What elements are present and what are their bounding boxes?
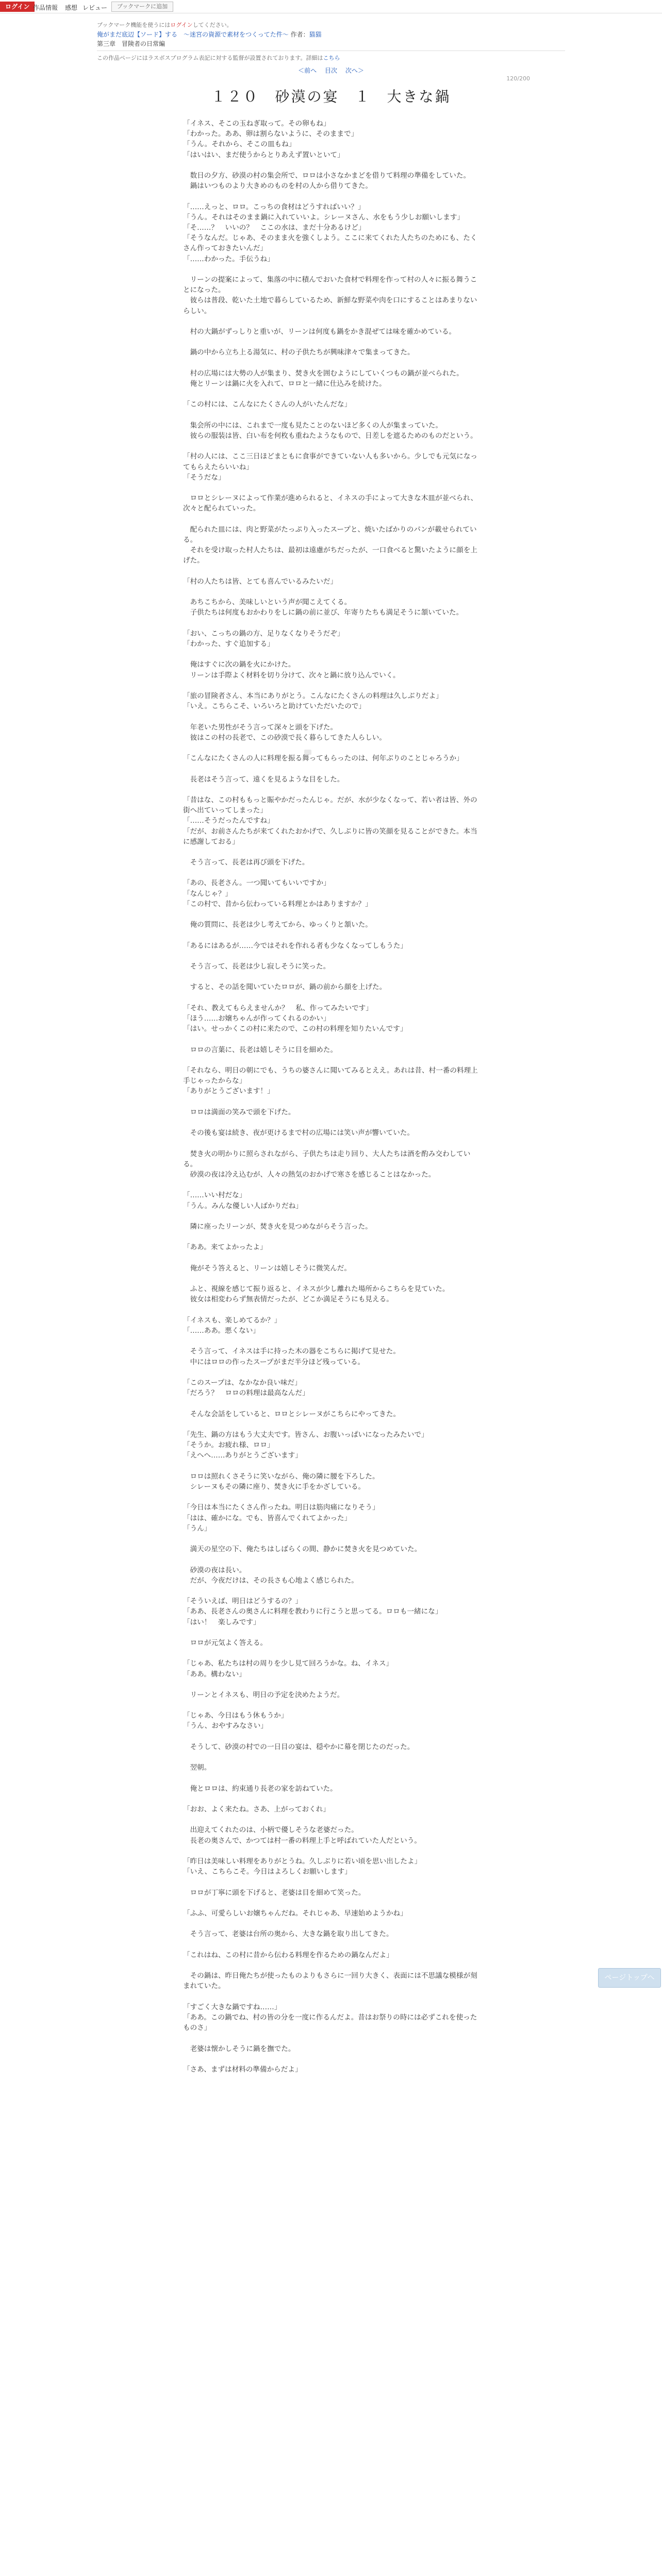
login-button[interactable]: ログイン	[0, 2, 35, 12]
novel-paragraph: 「……いい村だな」	[183, 1191, 246, 1200]
nav-link-work-info[interactable]: 作品情報	[33, 4, 58, 11]
notice-text: ブックマーク機能を使うには	[97, 22, 171, 28]
novel-paragraph: リーンは手際よく材料を切り分けて、次々と鍋に放り込んでいく。	[183, 671, 400, 680]
novel-paragraph: 配られた皿には、肉と野菜がたっぷり入ったスープと、焼いたばかりのパンが載せられている。	[183, 525, 477, 544]
novel-paragraph: 「うん、おやすみなさい」	[183, 1722, 268, 1731]
blank-line	[183, 618, 479, 629]
blank-line	[183, 1554, 479, 1565]
novel-paragraph: 数日の夕方、砂漠の村の集会所で、ロロは小さなかまどを借りて料理の準備をしていた。	[183, 172, 471, 180]
blank-line	[183, 1274, 479, 1284]
novel-paragraph: 「わかった。ああ、卵は割らないように、そのままで」	[183, 130, 358, 139]
blank-line	[183, 1336, 479, 1346]
novel-paragraph: 「すごく大きな鍋ですね……」	[183, 2003, 282, 2011]
blank-line	[183, 993, 479, 1003]
novel-paragraph: 「村の人には、ここ三日ほどまともに食事ができていない人も多いから。少しでも元気になってもらえたらいいね」	[183, 452, 477, 471]
novel-paragraph: それを受け取った村人たちは、最初は遠慮がちだったが、一口食べると驚いたように顔を上げた。	[183, 546, 477, 565]
novel-paragraph: 「ふふ、可愛らしいお嬢ちゃんだね。それじゃあ、早速始めようかね」	[183, 1909, 407, 1918]
novel-paragraph: そう言って、イネスは手に持った木の器をこちらに掲げて見せた。	[183, 1347, 400, 1356]
novel-paragraph: そう言って、老婆は台所の奥から、大きな鍋を取り出してきた。	[183, 1930, 393, 1939]
novel-paragraph: 「だが、お前さんたちが来てくれたおかげで、久しぶりに皆の笑顔を見ることができた。本当に感謝しておる」	[183, 827, 477, 846]
novel-paragraph: 「……そうだったんですね」	[183, 817, 274, 825]
blank-line	[183, 1773, 479, 1783]
author-link[interactable]: 猫猫	[309, 31, 322, 38]
novel-paragraph: 「この村には、こんなにたくさんの人がいたんだな」	[183, 400, 352, 409]
series-title-link[interactable]: 俺がまだ底辺【ソード】する ～迷宮の資源で素材をつくってた件～	[97, 31, 289, 38]
blank-line	[183, 1305, 479, 1315]
blank-line	[183, 1648, 479, 1658]
novel-paragraph: 「あるにはあるが……今ではそれを作れる者も少なくなってしもうた」	[183, 941, 407, 950]
content-note-text: この作品ページにはラスボスプログラム表記に対する監督が設置されております。詳細は	[97, 55, 323, 61]
novel-paragraph: 「ほう……お嬢ちゃんが作ってくれるのかい」	[183, 1014, 330, 1023]
top-nav	[0, 0, 662, 13]
blank-line	[183, 1461, 479, 1471]
novel-paragraph: 「はい。せっかくこの村に来たので、この村の料理を知りたいんです」	[183, 1025, 407, 1033]
blank-line	[183, 711, 479, 722]
blank-line	[183, 483, 479, 493]
novel-paragraph: そう言って、長老は再び頭を下げた。	[183, 858, 309, 867]
novel-paragraph: 長老の奥さんで、かつては村一番の料理上手と呼ばれていた人だという。	[183, 1836, 421, 1845]
novel-paragraph: シレーヌもその隣に座り、焚き火に手をかざしている。	[183, 1482, 366, 1491]
nav-link-impressions[interactable]: 感想	[65, 4, 78, 11]
blank-line	[183, 1398, 479, 1409]
blank-line	[183, 972, 479, 982]
chapter-title: １２０ 砂漠の宴 １ 大きな鍋	[211, 88, 451, 105]
blank-line	[183, 743, 479, 753]
novel-paragraph: ロロが元気よく答える。	[183, 1638, 268, 1647]
blank-line	[183, 1940, 479, 1950]
novel-paragraph: 彼女は相変わらず無表情だったが、どこか満足そうにも見える。	[183, 1295, 393, 1304]
blank-line	[183, 410, 479, 420]
blank-line	[183, 1419, 479, 1430]
blank-line	[183, 1680, 479, 1690]
novel-paragraph: 「こんなにたくさんの人に料理を振る舞ってもらったのは、何年ぶりのことじゃろうか」	[183, 754, 464, 763]
blank-line	[183, 191, 479, 201]
novel-paragraph: ロロの言葉に、長老は嬉しそうに目を細めた。	[183, 1045, 338, 1054]
blank-line	[183, 160, 479, 171]
novel-paragraph: 「村の人たちは皆、とても喜んでいるみたいだ」	[183, 577, 338, 586]
novel-paragraph: 「おい、こっちの鍋の方、足りなくなりそうだぞ」	[183, 629, 344, 638]
nav-link-reviews[interactable]: レビュー	[82, 4, 108, 11]
novel-paragraph: 「そうだな」	[183, 473, 225, 482]
novel-paragraph: 俺とリーンは鍋に火を入れて、ロロと一緒に仕込みを続けた。	[183, 379, 386, 388]
blank-line	[183, 441, 479, 451]
novel-paragraph: リーンとイネスも、明日の予定を決めたようだ。	[183, 1690, 344, 1699]
novel-paragraph: ロロが丁寧に頭を下げると、老婆は目を細めて笑った。	[183, 1888, 366, 1897]
novel-paragraph: 「先生、鍋の方はもう大丈夫です。皆さん、お腹いっぱいになったみたいで」	[183, 1430, 428, 1439]
novel-paragraph: その鍋は、昨日俺たちが使ったものよりもさらに一回り大きく、表面には不思議な模様が刻まれていた。	[183, 1972, 477, 1991]
content-note-link[interactable]: こちら	[323, 55, 340, 61]
novel-paragraph: 「えへへ……ありがとうございます」	[183, 1451, 302, 1460]
blank-line	[183, 1117, 479, 1128]
novel-paragraph: 「昨日は美味しい料理をありがとうね。久しぶりに若い頃を思い出したよ」	[183, 1857, 422, 1866]
blank-line	[183, 1534, 479, 1544]
novel-paragraph: 俺の質問に、長老は少し考えてから、ゆっくりと頷いた。	[183, 921, 372, 929]
novel-paragraph: 「ああ、長老さんの奥さんに料理を教わりに行こうと思ってる。ロロも一緒にな」	[183, 1607, 442, 1616]
novel-paragraph: 集会所の中には、これまで一度も見たことのないほど多くの人が集まっていた。	[183, 421, 442, 430]
novel-paragraph: 「これはね、この村に昔から伝わる料理を作るための鍋なんだよ」	[183, 1951, 393, 1959]
novel-paragraph: あちこちから、美味しいという声が聞こえてくる。	[183, 598, 352, 607]
novel-paragraph: 「このスープは、なかなか良い味だ」	[183, 1378, 302, 1387]
novel-paragraph: 「イネスも、楽しめてるか？」	[183, 1316, 282, 1325]
blank-line	[183, 1877, 479, 1887]
header-divider	[97, 50, 565, 51]
blank-line	[183, 1919, 479, 1929]
blank-line	[183, 1898, 479, 1908]
novel-paragraph: 砂漠の夜は長い。	[183, 1566, 246, 1574]
novel-paragraph: 「それなら、明日の朝にでも、うちの婆さんに聞いてみるとええ。あれは昔、村一番の料理上手じゃったからな」	[183, 1066, 478, 1086]
novel-paragraph: だが、今夜だけは、その長さも心地よく感じられた。	[183, 1576, 358, 1585]
blank-line	[183, 1628, 479, 1638]
prev-link[interactable]: ＜前へ	[298, 67, 317, 74]
blank-line	[183, 1180, 479, 1190]
novel-paragraph: 「いえ、こちらこそ。今日はよろしくお願いします」	[183, 1868, 352, 1876]
novel-paragraph: 「はは、確かにな。でも、皆喜んでくれてよかった」	[183, 1514, 352, 1522]
novel-paragraph: すると、その話を聞いていたロロが、鍋の前から顔を上げた。	[183, 983, 387, 992]
blank-line	[183, 1752, 479, 1762]
login-notice	[97, 21, 233, 30]
novel-paragraph: 「ありがとうございます！」	[183, 1087, 274, 1096]
next-link[interactable]: 次へ＞	[345, 67, 364, 74]
notice-text-suffix: してください。	[192, 22, 233, 28]
novel-paragraph: そう言って、長老は少し寂しそうに笑った。	[183, 962, 330, 971]
blank-line	[183, 909, 479, 920]
blank-line	[183, 514, 479, 524]
blank-line	[183, 1492, 479, 1502]
novel-paragraph: 長老はそう言って、遠くを見るような目をした。	[183, 775, 344, 784]
blank-line	[183, 1732, 479, 1742]
blank-line	[183, 1232, 479, 1242]
blank-line	[183, 389, 479, 399]
blank-line	[183, 1034, 479, 1044]
blank-line	[183, 566, 479, 577]
blank-line	[183, 847, 479, 857]
novel-paragraph: ふと、視線を感じて振り返ると、イネスが少し離れた場所からこちらを見ていた。	[183, 1285, 450, 1294]
novel-paragraph: 中にはロロの作ったスープがまだ半分ほど残っている。	[183, 1358, 365, 1366]
blank-line	[183, 587, 479, 597]
author-label: 作者：	[290, 31, 309, 38]
blank-line	[183, 1055, 479, 1065]
blank-line	[183, 930, 479, 940]
novel-paragraph: その後も宴は続き、夜が更けるまで村の広場には笑い声が響いていた。	[183, 1129, 415, 1138]
novel-paragraph: 砂漠の夜は冷え込むが、人々の熱気のおかげで寒さを感じることはなかった。	[183, 1171, 436, 1179]
blank-line	[183, 785, 479, 795]
novel-paragraph: 年老いた男性がそう言って深々と頭を下げた。	[183, 723, 338, 732]
blank-line	[183, 1211, 479, 1222]
novel-paragraph: 鍋はいつものより大きめのものを村の人から借りてきた。	[183, 182, 373, 191]
blank-line	[183, 764, 479, 774]
novel-paragraph: 子供たちは何度もおかわりをしに鍋の前に並び、年寄りたちも満足そうに頷いていた。	[183, 608, 464, 617]
novel-paragraph: 「さあ、まずは材料の準備からだよ」	[183, 2065, 302, 2074]
blank-line	[183, 1097, 479, 1107]
blank-line	[183, 316, 479, 327]
novel-paragraph: 「昔はな、この村ももっと賑やかだったんじゃ。だが、水が少なくなって、若い者は皆、外の街へ出ていってしまった」	[183, 795, 477, 815]
blank-line	[183, 1815, 479, 1825]
novel-paragraph: そんな会話をしていると、ロロとシレーヌがこちらにやってきた。	[183, 1410, 401, 1418]
novel-paragraph: 「なんじゃ？」	[183, 889, 233, 898]
novel-paragraph: 「そうなんだ。じゃあ、そのまま火を強くしよう。ここに来てくれた人たちのためにも、たくさん作っておきたいんだ」	[183, 234, 477, 253]
novel-paragraph: 「ああ。来てよかったよ」	[183, 1243, 267, 1252]
blank-line	[183, 2054, 479, 2064]
novel-paragraph: 「……ああ。悪くない」	[183, 1326, 260, 1335]
blank-line	[183, 1253, 479, 1263]
novel-paragraph: 「この村で、昔から伝わっている料理とかはありますか？」	[183, 900, 372, 908]
novel-paragraph: 「だろう？ ロロの料理は最高なんだ」	[183, 1389, 309, 1398]
novel-paragraph: ロロは満面の笑みで頭を下げた。	[183, 1108, 295, 1116]
blank-line	[183, 2033, 479, 2043]
blank-line	[183, 1367, 479, 1378]
novel-paragraph: 「……えっと、ロロ。こっちの食材はどうすればいい？」	[183, 202, 365, 211]
novel-paragraph: 隣に座ったリーンが、焚き火を見つめながらそう言った。	[183, 1223, 372, 1231]
novel-paragraph: 鍋の中から立ち上る湯気に、村の子供たちが興味津々で集まってきた。	[183, 348, 415, 357]
novel-paragraph: 「旅の冒険者さん、本当にありがとう。こんなにたくさんの料理は久しぶりだよ」	[183, 691, 443, 700]
novel-paragraph: 彼はこの村の長老で、この砂漠で長く暮らしてきた人らしい。	[183, 733, 386, 742]
novel-paragraph: 「うん。それはそのまま鍋に入れていいよ。シレーヌさん、水をもう少しお願いします」	[183, 213, 465, 222]
novel-paragraph: 彼らは普段、乾いた土地で暮らしているため、新鮮な野菜や肉を口にすることはあまりないらしい。	[183, 296, 477, 315]
page-top-button[interactable]: ページトップへ	[598, 1968, 661, 1988]
novel-paragraph: 「……わかった。手伝うね」	[183, 255, 274, 263]
novel-paragraph: 「うん。みんな優しい人ばかりだね」	[183, 1201, 303, 1210]
blank-line	[183, 337, 479, 347]
content-note	[97, 54, 340, 63]
blank-line	[183, 1960, 479, 1971]
novel-paragraph: 「ああ。この鍋でね、村の皆の分を一度に作るんだよ。昔はお祭りの時には必ずこれを使ったものさ」	[183, 2013, 477, 2032]
novel-paragraph: 「あの、長老さん。一つ聞いてもいいですか」	[183, 879, 330, 888]
novel-paragraph: 「はいはい、まだ使うからとりあえず置いといて」	[183, 150, 344, 159]
novel-paragraph: 「わかった、すぐ追加する」	[183, 639, 274, 648]
pager-top	[0, 66, 662, 75]
blank-line	[183, 1846, 479, 1856]
novel-paragraph: 「そうか。お疲れ様、ロロ」	[183, 1441, 274, 1450]
novel-paragraph: ロロとシレーヌによって作業が進められると、イネスの手によって大きな木皿が並べられ、次々と配られていった。	[183, 494, 478, 513]
novel-paragraph: 出迎えてくれたのは、小柄で優しそうな老婆だった。	[183, 1826, 358, 1835]
novel-paragraph: 「それ、教えてもらえませんか？ 私、作ってみたいです」	[183, 1004, 373, 1012]
add-bookmark-button[interactable]: ブックマークに追加	[111, 2, 173, 12]
blank-line	[183, 358, 479, 368]
novel-body	[183, 118, 479, 2075]
novel-paragraph: 老婆は懐かしそうに鍋を撫でた。	[183, 2044, 295, 2053]
novel-paragraph: 俺はすぐに次の鍋を火にかけた。	[183, 660, 295, 669]
novel-paragraph: 翌朝。	[183, 1764, 211, 1772]
blank-line	[183, 1700, 479, 1710]
blank-line	[183, 649, 479, 659]
novel-paragraph: 「イネス、そこの玉ねぎ取って。その卵もね」	[183, 120, 330, 128]
novel-paragraph: ロロは照れくさそうに笑いながら、俺の隣に腰を下ろした。	[183, 1472, 379, 1481]
toc-link[interactable]: 目次	[324, 67, 337, 74]
notice-login-link[interactable]: ログイン	[170, 22, 193, 28]
blank-line	[183, 1138, 479, 1148]
novel-paragraph: 「じゃあ、私たちは村の周りを少し見て回ろうかな。ね、イネス」	[183, 1659, 393, 1668]
novel-paragraph: 「今日は本当にたくさん作ったね。明日は筋肉痛になりそう」	[183, 1503, 379, 1512]
blank-line	[183, 264, 479, 275]
blank-line	[183, 1586, 479, 1596]
novel-paragraph: 俺とロロは、約束通り長老の家を訪ねていた。	[183, 1784, 337, 1793]
novel-paragraph: 「いえ。こちらこそ、いろいろと助けていただいたので」	[183, 702, 366, 711]
novel-paragraph: 「はい！ 楽しみです」	[183, 1618, 260, 1626]
novel-paragraph: 俺がそう答えると、リーンは嬉しそうに微笑んだ。	[183, 1264, 351, 1273]
novel-paragraph: 「そ……？ いいの？ ここの水は、まだ十分あるけど」	[183, 224, 366, 232]
novel-paragraph: 焚き火の明かりに照らされながら、子供たちは走り回り、大人たちは酒を酌み交わしている。	[183, 1149, 471, 1168]
blank-line	[183, 1992, 479, 2002]
blank-line	[183, 681, 479, 691]
blank-line	[183, 951, 479, 961]
novel-paragraph: 満天の星空の下、俺たちはしばらくの間、静かに焚き火を見つめていた。	[183, 1545, 422, 1554]
blank-line	[183, 1794, 479, 1804]
novel-paragraph: 「そういえば、明日はどうするの？」	[183, 1597, 303, 1606]
novel-paragraph: 「ああ。構わない」	[183, 1670, 246, 1679]
novel-paragraph: リーンの提案によって、集落の中に積んでおいた食材で料理を作って村の人々に振る舞うことになった。	[183, 276, 477, 295]
chapter-group: 第三章 冒険者の日常編	[97, 40, 166, 47]
novel-paragraph: 村の広場には大勢の人が集まり、焚き火を囲むようにしていくつもの鍋が並べられた。	[183, 369, 464, 378]
novel-paragraph: 「うん。それから、そこの皿もね」	[183, 140, 296, 149]
novel-paragraph: 村の大鍋がずっしりと重いが、リーンは何度も鍋をかき混ぜては味を確かめている。	[183, 328, 456, 336]
blank-line	[183, 868, 479, 878]
novel-paragraph: 彼らの服装は皆、白い布を何枚も重ねたようなもので、日差しを遮るためのものだという。	[183, 431, 477, 440]
novel-paragraph: 「おお、よく来たね。さあ、上がっておくれ」	[183, 1805, 330, 1814]
series-line	[97, 30, 322, 39]
novel-paragraph: 「うん」	[183, 1524, 211, 1533]
chapter-number: 120/200	[506, 75, 530, 82]
novel-paragraph: 「じゃあ、今日はもう休もうか」	[183, 1711, 288, 1720]
novel-paragraph: そうして、砂漠の村での一日目の宴は、穏やかに幕を閉じたのだった。	[183, 1742, 415, 1751]
